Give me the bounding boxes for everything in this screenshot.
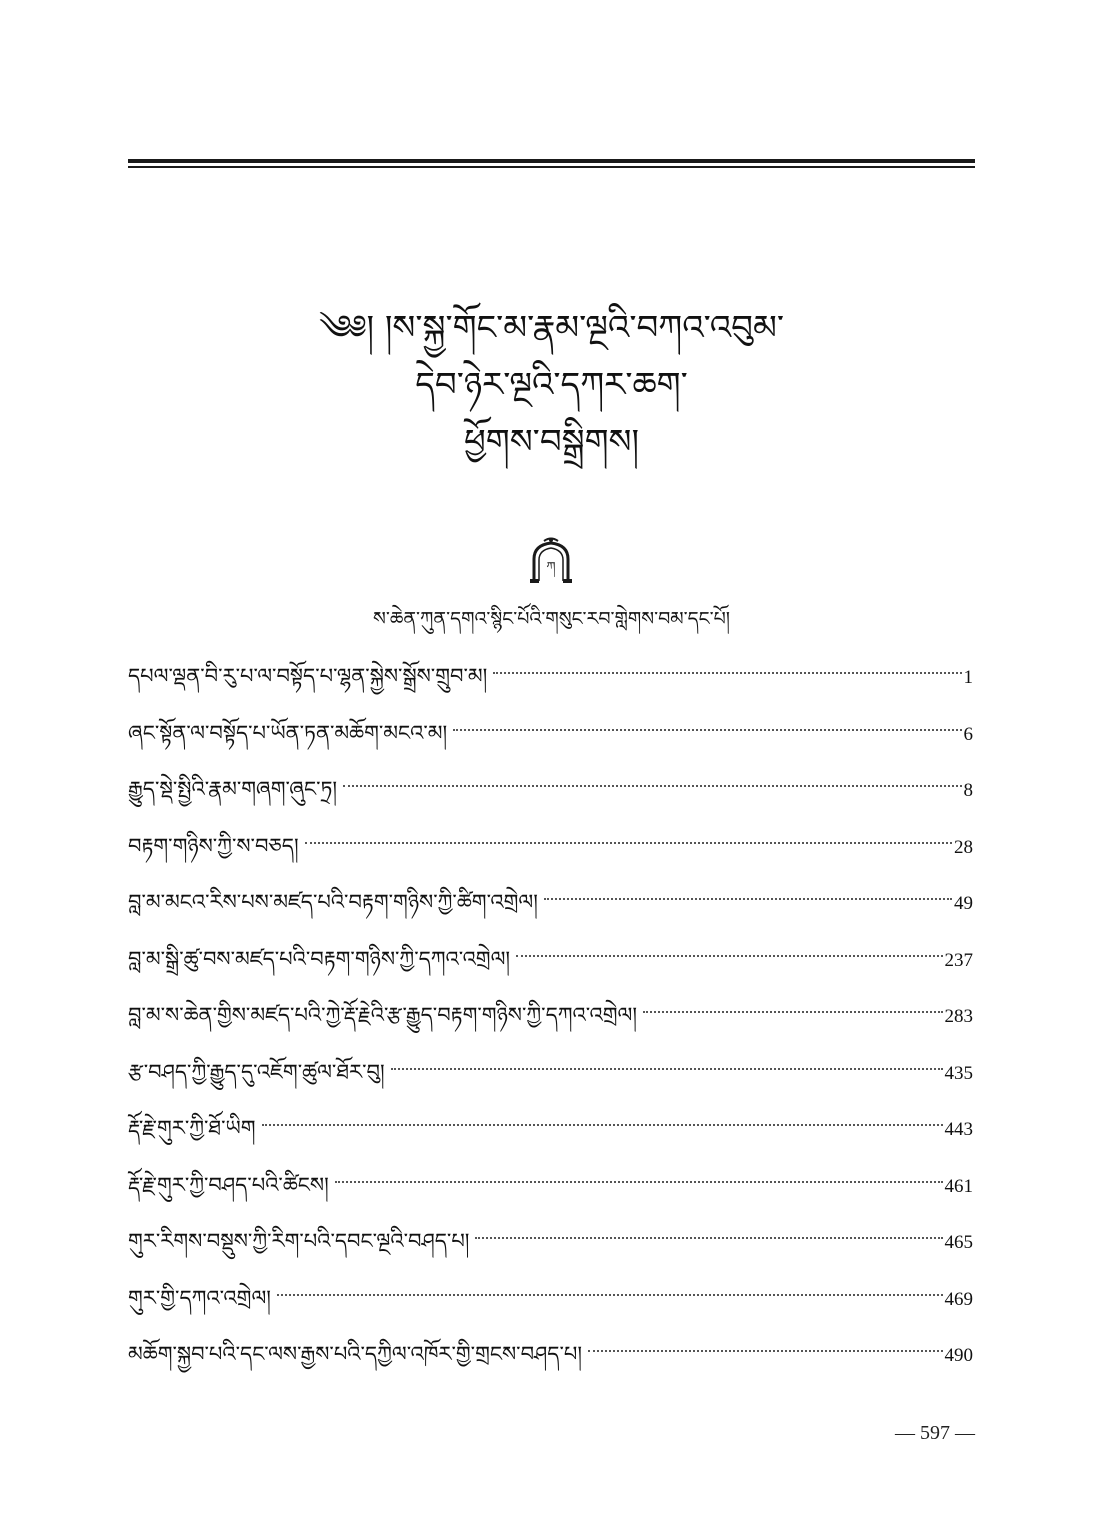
toc-entry-title: བླ་མ་ས་ཆེན་གྱིས་མཛད་པའི་ཀྱེ་རྡོ་རྗེའི་རྩ་རྒྱུད་བརྟག་གཉིས་ཀྱི་དཀའ་འགྲེལ།: [128, 1003, 638, 1027]
toc-entry[interactable]: [128, 711, 973, 768]
toc-entry-title: བླ་མ་སྒྲི་ཚུ་བས་མཛད་པའི་བརྟག་གཉིས་ཀྱི་དཀའ་འགྲེལ།: [128, 946, 511, 971]
toc-entry[interactable]: [128, 767, 973, 824]
ornament-letter: ཀ: [546, 560, 556, 575]
dot-leader: [391, 1068, 943, 1070]
title-block: [128, 300, 975, 471]
dot-leader: [262, 1124, 943, 1126]
toc-entry[interactable]: [128, 1050, 973, 1107]
toc-entry[interactable]: [128, 654, 973, 711]
toc-entry-page: 28: [954, 836, 973, 858]
toc-entry-page: 490: [944, 1345, 973, 1366]
toc-entry-page: 8: [963, 780, 973, 801]
toc-entry-title: བླ་མ་མངའ་རིས་པས་མཛད་པའི་བརྟག་གཉིས་ཀྱི་ཚིག་འགྲེལ།: [128, 890, 538, 914]
toc-entry-page: 435: [944, 1062, 973, 1084]
dot-leader: [475, 1237, 942, 1239]
title-line-1: ༄༅། །ས་སྐྱ་གོང་མ་རྣམ་ལྔའི་བཀའ་འབུམ་: [319, 308, 784, 348]
section-heading: ས་ཆེན་ཀུན་དགའ་སྙིང་པོའི་གསུང་རབ་གླེགས་བམ་དང་པོ།: [373, 608, 730, 630]
toc-entry-title: དཔལ་ལྡན་བི་རུ་པ་ལ་བསྟོད་པ་ལྷན་སྐྱེས་སྒྲོས་གྲུབ་མ།: [128, 664, 488, 688]
toc-entry-title: རྡོ་རྗེ་གུར་ཀྱི་ཐོ་ཡིག: [128, 1116, 256, 1140]
toc-entry-page: 461: [944, 1175, 973, 1197]
top-rule: [128, 159, 975, 168]
toc-entry-page: 469: [944, 1288, 973, 1310]
toc-entry[interactable]: [128, 1163, 973, 1220]
toc-entry-title: བརྟག་གཉིས་ཀྱི་ས་བཅད།: [128, 833, 299, 858]
toc-entry[interactable]: [128, 937, 973, 994]
toc-entry-page: 237: [944, 949, 973, 971]
toc-entry-title: རྡོ་རྗེ་གུར་ཀྱི་བཤད་པའི་ཚིངས།: [128, 1172, 329, 1197]
toc-entry-page: 6: [963, 723, 973, 745]
dot-leader: [343, 785, 961, 787]
toc-entry-title: གུར་རིགས་བསྡུས་ཀྱི་རིག་པའི་དབང་ལྔའི་བཤད་པ།: [128, 1229, 470, 1253]
toc-entry-title: གུར་གྱི་དཀའ་འགྲེལ།: [128, 1285, 271, 1310]
toc-entry-page: 1: [963, 667, 973, 688]
toc-entry-page: 283: [944, 1006, 973, 1027]
dot-leader: [453, 729, 961, 731]
toc-entry[interactable]: [128, 824, 973, 881]
toc-entry[interactable]: [128, 1106, 973, 1163]
toc-entry[interactable]: [128, 880, 973, 937]
toc-entry[interactable]: [128, 1219, 973, 1276]
title-line-2: དེབ་ཉེར་ལྔའི་དཀར་ཆག་: [415, 365, 688, 405]
toc-entry-title: རྒྱུད་སྡེ་སྤྱིའི་རྣམ་གཞག་ཞུང་ཏྲ།: [128, 777, 338, 801]
dot-leader: [516, 955, 942, 957]
arch-ornament-icon: [526, 537, 576, 585]
toc-entry-page: 443: [944, 1119, 973, 1140]
dot-leader: [544, 898, 952, 900]
toc-entry[interactable]: [128, 1276, 973, 1333]
dot-leader: [277, 1294, 943, 1296]
toc-entry-page: 49: [954, 893, 973, 914]
toc-entry-title: མཆོག་སྐྱབ་པའི་དང་ལས་རྒྱས་པའི་དཀྱིལ་འཁོར་གྱི་གྲངས་བཤད་པ།: [128, 1342, 582, 1366]
toc-entry-title: ཞང་སྟོན་ལ་བསྟོད་པ་ཡོན་ཏན་མཆོག་མངའ་མ།: [128, 720, 448, 745]
dot-leader: [305, 842, 952, 844]
dot-leader: [493, 672, 961, 674]
dot-leader: [643, 1011, 942, 1013]
title-line-3: ཕྱོགས་བསྒྲིགས།: [464, 422, 639, 462]
toc-entry-page: 465: [944, 1232, 973, 1253]
dot-leader: [588, 1350, 943, 1352]
page-number: — 597 —: [895, 1422, 975, 1444]
table-of-contents: [128, 654, 973, 1389]
toc-entry-title: རྩ་བཤད་ཀྱི་རྒྱུད་དུ་འཇོག་ཚུལ་ཐོར་བུ།: [128, 1059, 385, 1084]
dot-leader: [335, 1181, 943, 1183]
toc-entry[interactable]: [128, 993, 973, 1050]
toc-entry[interactable]: [128, 1332, 973, 1389]
